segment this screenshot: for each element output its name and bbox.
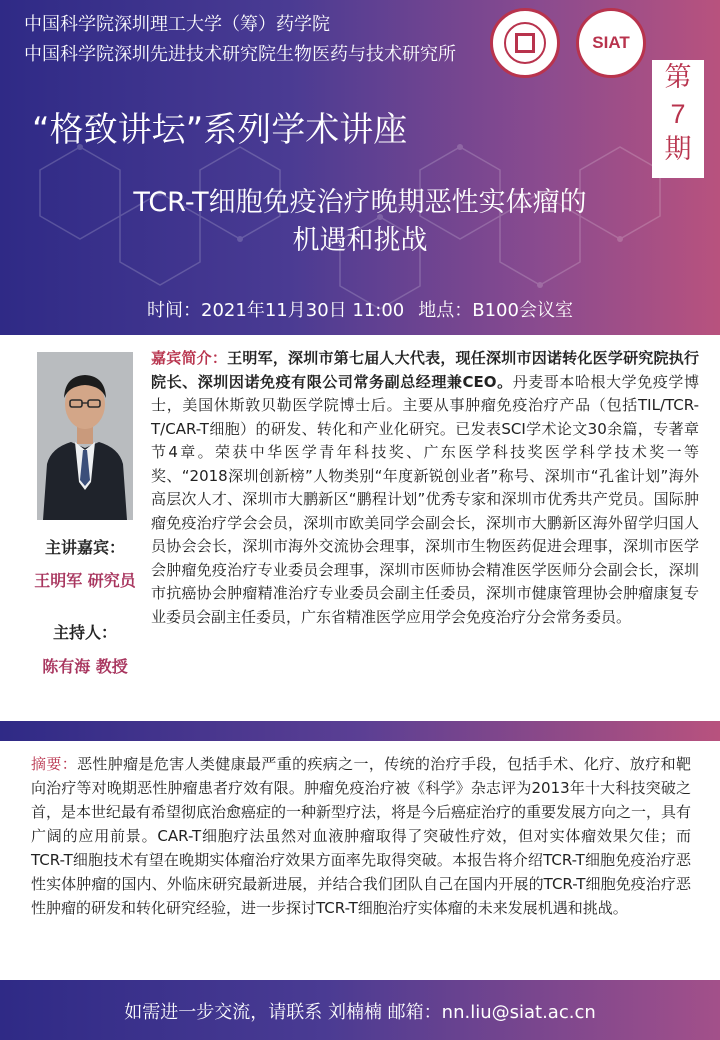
- contact-info: 如需进一步交流，请联系 刘楠楠 邮箱：nn.liu@siat.ac.cn: [124, 1002, 596, 1023]
- speaker-label: 主讲嘉宾：: [44, 538, 125, 557]
- place-value: B100会议室: [472, 300, 573, 321]
- section-divider-band: [0, 721, 720, 741]
- abstract: [31, 752, 691, 920]
- abstract-text: 恶性肿瘤是危害人类健康最严重的疾病之一，传统的治疗手段，包括手术、化疗、放疗和靶向治疗等对晚期恶性肿瘤患者疗效有限。肿瘤免疫治疗被《科学》杂志评为2013年十大科技突破之首，是本世纪最有希望彻底治愈癌症的一种新型疗法，将是今后癌症治疗的重要发展方向之一，具有广阔的应用前景。CAR-T细胞疗法虽然对血液肿瘤取得了突破性疗效，但对实体瘤效果欠佳；而TCR-T细胞技术有望在晚期实体瘤治疗效果方面率先取得突破。本报告将介绍TCR-T细胞免疫治疗恶性实体肿瘤的国内、外临床研究最新进展，并结合我们团队自己在国内开展的TCR-T细胞免疫治疗恶性肿瘤的研发和转化研究经验，进一步探讨TCR-T细胞治疗实体瘤的未来发展机遇和挑战。: [31, 755, 692, 917]
- talk-title-line-2: 机遇和挑战: [292, 225, 428, 256]
- host-label: 主持人：: [52, 623, 117, 642]
- header-banner: [0, 0, 720, 335]
- speaker-bio: [151, 347, 699, 629]
- talk-title-line-1: TCR-T细胞免疫治疗晚期恶性实体瘤的: [133, 187, 587, 218]
- issue-char-1: 第: [664, 62, 692, 93]
- host-name: 陈有海 教授: [42, 657, 128, 676]
- university-seal-icon: [504, 22, 546, 64]
- institute-line-2: 中国科学院深圳先进技术研究院生物医药与技术研究所: [24, 44, 456, 65]
- university-logo: [490, 8, 560, 78]
- issue-number-badge: [652, 60, 704, 178]
- siat-logo-text: SIAT: [592, 33, 630, 52]
- time-place: [0, 296, 720, 322]
- footer-banner: [0, 980, 720, 1040]
- siat-logo: [576, 8, 646, 78]
- issue-char-2: 7: [670, 99, 686, 129]
- place-label: 地点：: [418, 300, 473, 321]
- speaker-photo: [37, 352, 133, 520]
- speaker-portrait-icon: [37, 352, 133, 520]
- time-label: 时间：: [147, 300, 202, 321]
- bio-body: 丹麦哥本哈根大学免疫学博士，美国休斯敦贝勒医学院博士后。主要从事肿瘤免疫治疗产品（包括TIL/TCR-T/CAR-T细胞）的研发、转化和产业化研究。已发表SCI学术论文30余篇，专著章节4章。荣获中华医学青年科技奖、广东医学科技奖医学科学技术奖一等奖、“2018深圳创新榜”人物类别“年度新锐创业者”称号、深圳市“孔雀计划”海外高层次人才、深圳市大鹏新区“鹏程计划”优秀专家和深圳市优秀共产党员。国际肿瘤免疫治疗学会会员，深圳市欧美同学会副会长，深圳市大鹏新区海外留学归国人员协会会长，深圳市海外交流协会理事，深圳市生物医药促进会理事，深圳市医学会肿瘤免疫治疗专业委员会理事，深圳市医师协会精准医学医师分会副会长，深圳市抗癌协会肿瘤精准治疗专业委员会副主任委员，深圳市健康管理协会肿瘤康复专业委员会副主任委员，广东省精准医学应用学会免疫治疗分会常务委员。: [151, 372, 699, 626]
- institute-line-1: 中国科学院深圳理工大学（筹）药学院: [24, 14, 330, 35]
- issue-char-3: 期: [664, 134, 692, 165]
- bio-label: 嘉宾简介：: [151, 349, 228, 367]
- bio-lead: 王明军，深圳市第七届人大代表，现任深圳市因诺转化医学研究院执行院长、深圳因诺免疫有限公司常务副总经理兼CEO。: [151, 349, 699, 391]
- series-title: “格致讲坛”系列学术讲座: [32, 110, 408, 150]
- time-value: 2021年11月30日 11:00: [201, 300, 405, 321]
- abstract-label: 摘要：: [31, 755, 78, 773]
- speaker-name: 王明军 研究员: [34, 571, 136, 590]
